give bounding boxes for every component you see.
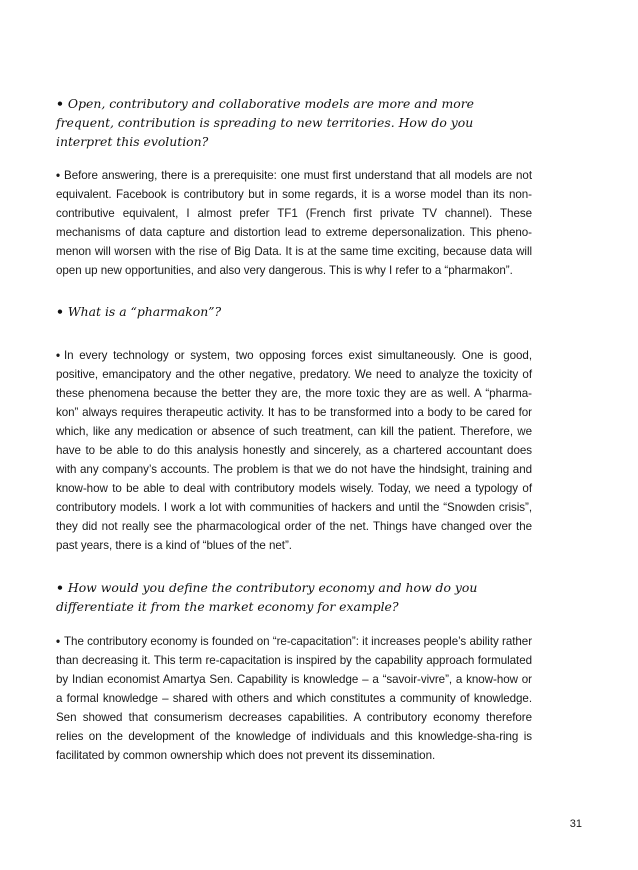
question-2: [56, 302, 532, 321]
question-3: [56, 578, 532, 616]
question-2-label: What is a “pharmakon”?: [67, 304, 222, 319]
question-1-text: [56, 94, 532, 151]
answer-1-text: [56, 166, 532, 280]
bullet: •: [56, 580, 64, 595]
answer-3-text: [56, 632, 532, 765]
page-number: 31: [569, 818, 582, 830]
document-page: [56, 0, 532, 870]
answer-2-text: [56, 346, 532, 555]
answer-3: [56, 632, 532, 765]
answer-2: [56, 346, 532, 555]
question-1: [56, 94, 532, 151]
bullet: •: [56, 96, 64, 111]
question-3-label: How would you define the contributory economy and how do you differentiate it from the market economy for example?: [56, 580, 478, 614]
question-2-text: [56, 302, 532, 321]
bullet: •: [56, 635, 61, 648]
question-1-label: Open, contributory and collaborative models are more and more frequent, contribution is spreading to new territories. How do you interpret this evolution?: [56, 96, 474, 149]
bullet: •: [56, 169, 61, 182]
answer-2-body: In every technology or system, two opposing forces exist simultaneously. One is good, positive, emancipatory and the other negative, predatory. We need to analyze the toxicity of these phenomena because the better they are, the more toxic they are as well. A “pharma-kon” always requires therapeutic activity. It has to be transformed into a body to be cared for which, like any medication or absence of such treatment, can kill the patient. Therefore, we have to be able to do this analysis honestly and sincerely, as a chartered accountant does with any company’s accounts. The problem is that we do not have the hindsight, training and know-how to be able to deal with contributory models wisely. Today, we need a typology of contributory models. I work a lot with communities of hackers and until the “Snowden crisis”, they did not really see the pharmacological order of the net. Things have changed over the past years, there is a kind of “blues of the net”.: [56, 349, 532, 552]
answer-3-body: The contributory economy is founded on “re-capacitation”: it increases people’s ability rather than decreasing it. This term re-capacitation is inspired by the capability approach formulated by Indian economist Amartya Sen. Capability is knowledge – a “savoir-vivre”, a know-how or a formal knowledge – shared with others and which constitutes a community of knowledge. Sen showed that consumerism decreases capabilities. A contributory economy therefore relies on the development of the knowledge of individuals and this knowledge-sha-ring is facilitated by common ownership which does not prevent its dissemination.: [56, 635, 532, 762]
answer-1-body: Before answering, there is a prerequisite: one must first understand that all models are not equivalent. Facebook is contributory but in some regards, it is a worse model than its non-contributive equivalent, I almost prefer TF1 (French first private TV channel). These mechanisms of data capture and distortion lead to extreme depersonalization. This pheno-menon will worsen with the rise of Big Data. It is at the same time exciting, because data will open up new opportunities, and also very dangerous. This is why I refer to a “pharmakon”.: [56, 169, 532, 277]
question-3-text: [56, 578, 532, 616]
bullet: •: [56, 304, 64, 319]
answer-1: [56, 166, 532, 280]
bullet: •: [56, 349, 61, 362]
